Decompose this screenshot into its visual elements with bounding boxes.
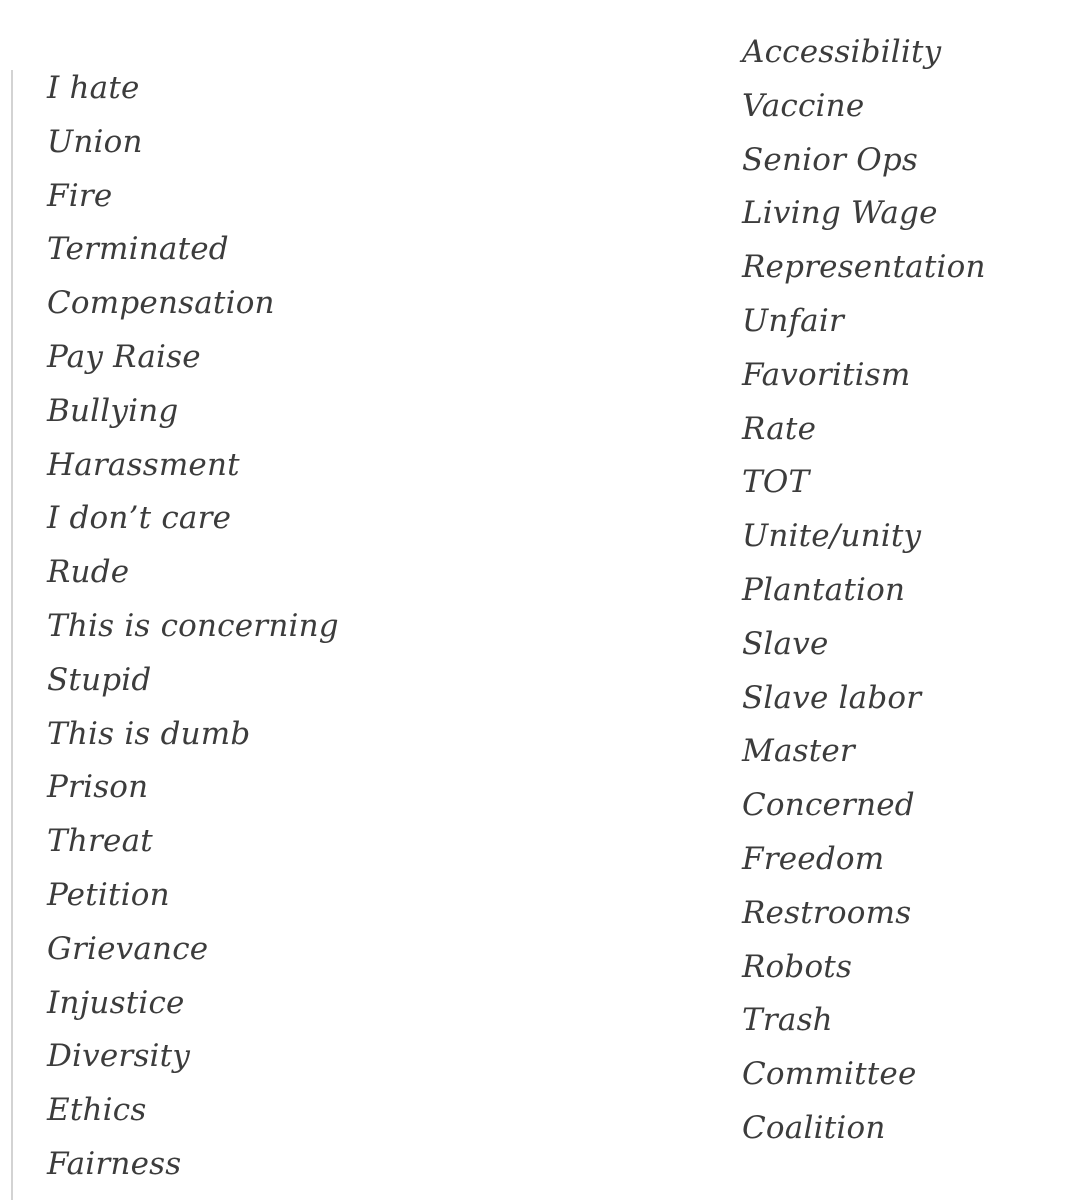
- list-item: TOT: [742, 464, 810, 501]
- list-item: Committee: [742, 1056, 917, 1093]
- list-item: This is concerning: [47, 607, 339, 644]
- list-item: Fire: [47, 177, 113, 214]
- list-item: Master: [742, 733, 855, 770]
- list-item: Grievance: [47, 930, 209, 967]
- list-item: Rate: [742, 410, 817, 447]
- list-item: Slave: [742, 625, 829, 662]
- list-item: Senior Ops: [742, 141, 918, 178]
- list-item: Unite/unity: [742, 518, 922, 555]
- list-item: Prison: [47, 769, 149, 806]
- list-item: Injustice: [47, 984, 185, 1021]
- list-item: Living Wage: [742, 195, 938, 232]
- list-item: Fairness: [47, 1145, 182, 1182]
- list-item: Petition: [47, 876, 170, 913]
- list-item: Bullying: [47, 392, 179, 429]
- list-item: Diversity: [47, 1038, 191, 1075]
- blockquote-rule: [11, 70, 13, 1200]
- list-item: Ethics: [47, 1092, 147, 1129]
- list-item: Harassment: [47, 446, 240, 483]
- list-item: Trash: [742, 1002, 833, 1039]
- list-item: Robots: [742, 948, 853, 985]
- list-item: Vaccine: [742, 87, 865, 124]
- list-item: Restrooms: [742, 894, 912, 931]
- list-item: Favoritism: [742, 356, 911, 393]
- list-item: I hate: [47, 70, 140, 106]
- list-item: Freedom: [742, 840, 885, 877]
- list-item: Unfair: [742, 302, 844, 339]
- list-item: I don’t care: [47, 500, 232, 537]
- list-item: Stupid: [47, 661, 152, 698]
- list-item: Coalition: [742, 1109, 886, 1146]
- list-item: Pay Raise: [47, 338, 201, 375]
- list-item: Union: [47, 123, 143, 160]
- list-item: Slave labor: [742, 679, 922, 716]
- list-item: Compensation: [47, 285, 275, 322]
- list-item: Representation: [742, 249, 986, 286]
- list-item: Terminated: [47, 231, 229, 268]
- list-item: Concerned: [742, 787, 915, 824]
- list-item: Plantation: [742, 571, 906, 608]
- list-item: Threat: [47, 823, 153, 860]
- word-list-left: [47, 65, 339, 1195]
- list-item: Accessibility: [742, 34, 942, 70]
- word-list-right: [742, 29, 986, 1159]
- list-item: Rude: [47, 554, 130, 591]
- list-item: This is dumb: [47, 715, 251, 752]
